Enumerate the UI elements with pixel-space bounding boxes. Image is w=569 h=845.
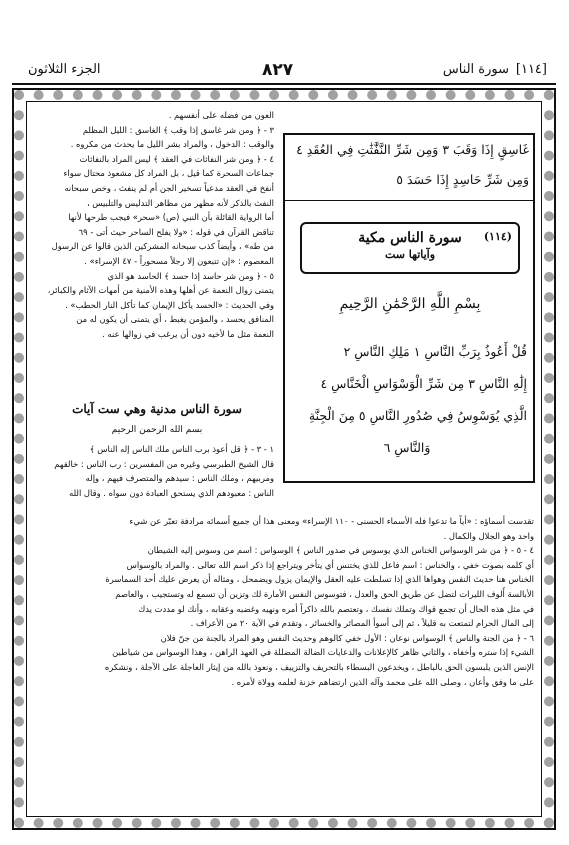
header-surah-name: سورة الناس [442, 62, 509, 77]
falaq-verses-line-2: وَمِن شَرِّ حَاسِدٍ إِذَا حَسَدَ ٥ [396, 172, 529, 187]
header-rule [12, 83, 556, 85]
page-number: ٨٢٧ [262, 60, 294, 80]
text-line: أي كلمه بصوت خفي ، والخناس : اسم فاعل للذي يختنس أي يتأخر ويتراجع إذا ذكر اسم الله تعالى . والمراد بالوسواس [126, 559, 534, 570]
text-line: الإنس الذين يلبسون الحق بالباطل ، ويخدعون البسطاء بالتحريف والتزييف ، ونعوذ بالله من إيثار العاجلة على الآجلة ، ونشكره [104, 661, 534, 672]
surah-title-number: (١١٤) [483, 230, 512, 243]
text-line: يتمنى زوال النعمة عن أهلها وهذه الأمنية من أمهات الآثام والكبائر، [47, 285, 274, 296]
text-line: وفي الحديث : «الحسد يأكل الإيمان كما تأكل النار الحطب» . [65, 299, 274, 310]
text-line: تقدست أسماؤه : «أياً ما تدعوا فله الأسماء الحسنى - ١١٠ الإسراء» ومعنى هذا أن جميع أسمائه مرادفة تعبّر عن شيء [129, 516, 534, 526]
text-line: الخناس هنا حديث النفس وهواها الذي إذا تسلطت عليه العقل والإيمان يزول ويضمحل ، ومثاله أن يعرض عليك أحد السماسرة [105, 574, 534, 585]
text-line: ٣ - ﴿ ومن شر غاسق إذا وقب ﴾ الغاسق : الليل المظلم [82, 124, 274, 135]
nas-verse-line-1: قُلْ أَعُوذُ بِرَبِّ النَّاسِ ١ مَلِكِ النَّاسِ ٢ [343, 344, 527, 359]
text-line: النفث بالذكر لأنه مظهر من مظاهر التدليس والتلبيس ، [86, 197, 274, 208]
surah-title-line-2: وآياتها ست [384, 248, 436, 261]
text-line: واحد وهو الجلال والكمال . [443, 530, 534, 541]
header-juz: الجزء الثلاثون [28, 62, 101, 77]
text-line: تناقض القرآن في قوله : «ولا يفلح الساحر حيث أتى - ٦٩ [78, 226, 274, 237]
text-line: ١ - ٣ - ﴿ قل أعوذ برب الناس ملك الناس إله الناس ﴾ [89, 444, 274, 454]
header-surah-number: [١١٤] [515, 62, 547, 77]
nas-verse-line-3: الَّذِي يُوَسْوِسُ فِي صُدُورِ النَّاسِ ٥ مِنَ الْجِنَّةِ [308, 408, 527, 423]
nas-verse-line-2: إِلَٰهِ النَّاسِ ٣ مِن شَرِّ الْوَسْوَاسِ الْخَنَّاسِ ٤ [320, 376, 527, 391]
text-line: ٤ - ﴿ ومن شر النفاثات في العقد ﴾ ليس المراد بالنفاثات [79, 153, 274, 164]
surah-title-line-1: سورة الناس مكية [358, 230, 462, 246]
commentary-ornament-basmala: بسم الله الرحمن الرحيم [111, 425, 203, 435]
quran-basmala: بِسْمِ اللَّهِ الرَّحْمَٰنِ الرَّحِيمِ [339, 296, 481, 312]
commentary-full-width [34, 514, 534, 804]
commentary-column [40, 108, 274, 398]
text-line: ومربيهم ، وملك الناس : سيدهم والمتصرف فيهم ، وإله [85, 473, 274, 484]
text-line: على ما وفق وأعان ، وصلى الله على محمد وآله الذين ارتضاهم خزنة لعلمه وولاة لأمره . [231, 676, 534, 687]
text-line: أنفخ في العقد مدعياً تسخير الجن أم لم ينفث ، وخص سبحانه [64, 182, 274, 193]
text-line: المنافق يحسد ، والمؤمن يغبط ، أي يتمنى أن يكون له من [76, 314, 274, 325]
text-line: العون من فضله على أنفسهم . [168, 110, 274, 120]
commentary-ornament-title: سورة الناس مدنية وهي ست آيات [72, 402, 242, 416]
text-line: المعصوم : «إن تتبعون إلا رجلاً مسحوراً - ٤٧ الإسراء» . [84, 255, 274, 266]
text-line: النعمة مثل ما لأخيه دون أن يرغب في زوالها عنه . [102, 328, 274, 339]
text-line: قال الشيخ الطبرسي وغيره من المفسرين : رب الناس : خالقهم [54, 458, 274, 469]
text-line: الأبالسة أُلوف الليرات لتضل عن طريق الحق والعدل ، فتوسوس النفس الأمارة لك وتزين أن تسمع له وتستجيب ، والعاصم [115, 588, 534, 599]
commentary-column-after [40, 442, 274, 504]
text-line: ٥ - ﴿ ومن شر حاسد إذا حسد ﴾ الحاسد هو الذي [107, 270, 274, 281]
surah-title-box [300, 222, 520, 274]
text-line: إلى المال الحرام لتمتعت به قليلاً ، ثم إلى أسوأ المصائر والخسائر ، وتقدم في الآية ٢٠ من الأعراف . [190, 618, 534, 629]
text-line: ٤ - ٥ - ﴿ من شر الوسواس الخناس الذي يوسوس في صدور الناس ﴾ الوسواس : اسم من وسوس إليه الشيطان [147, 545, 534, 556]
text-line: والوقب : الدخول ، والمراد بشر الليل ما يحدث من مكروه . [70, 139, 274, 150]
nas-verse-line-4: وَالنَّاسِ ٦ [383, 440, 431, 455]
text-line: ٦ - ﴿ من الجنة والناس ﴾ الوسواس نوعان : الأول خفي كالوهم وحديث النفس وهو المراد بالجنة من جنّ فلان [160, 632, 534, 643]
falaq-verses-line-1: غَاسِقٍ إِذَا وَقَبَ ٣ وَمِن شَرِّ النَّفَّٰثَٰتِ فِي العُقَدِ ٤ [296, 142, 529, 157]
text-line: جماعات السحرة كما قيل ، بل المراد كل مشعوذ محتال سواء [63, 168, 274, 179]
text-line: الشيء إذا ستره وأخفاه ، والثاني ظاهر كالإعلانات والدعايات الضالة المضللة في العهد الراهن ، وهذا الوسواس من شياطين [112, 647, 534, 658]
text-line: أما الرواية القائلة بأن النبي (ص) «سحر» فيجب طرحها لأنها [68, 212, 274, 223]
text-line: من طه» ، وأيضاً كذب سبحانه المشركين الذين قالوا عن الرسول [51, 241, 274, 252]
quran-box-divider [285, 200, 533, 201]
text-line: الناس : معبودهم الذي يستحق العبادة دون سواه . وقال الله [69, 487, 274, 498]
text-line: في مثل هذه الحال أن تجمع قواك وتملك نفسك ، وتعتصم بالله ذاكراً أمره ونهيه وغضبه وعقابه ، وأنك لو مددت يدك [138, 603, 534, 614]
